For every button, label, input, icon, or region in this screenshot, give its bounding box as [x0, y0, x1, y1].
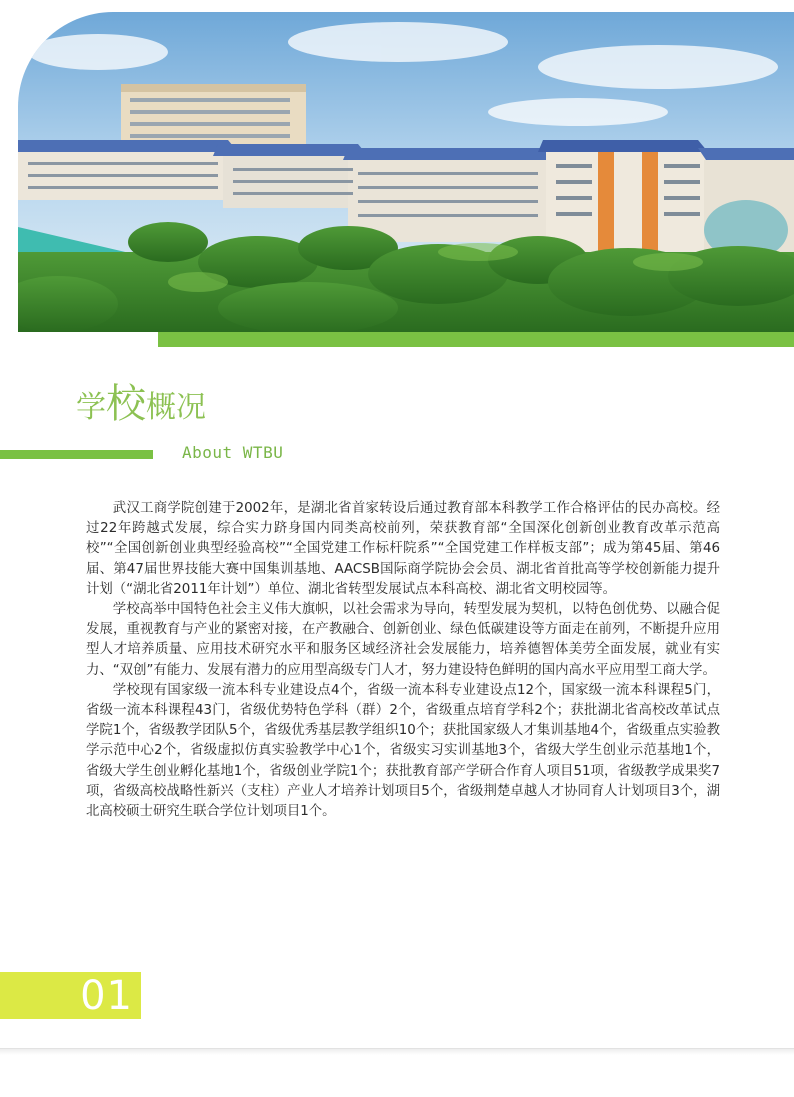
campus-illustration [18, 12, 794, 332]
paragraph-2: 学校高举中国特色社会主义伟大旗帜，以社会需求为导向，转型发展为契机，以特色创优势、以融合促发展，重视教育与产业的紧密对接，在产教融合、创新创业、绿色低碳建设等方面走在前列，不断提升应用型人才培养质量、应用技术研究水平和服务区域经济社会发展能力，培养德智体美劳全面发展，就业有实力、“双创”有能力、发展有潜力的应用型高级专门人才，努力建设特色鲜明的国内高水平应用型工商大学。 [86, 602, 720, 678]
page-number: 01 [80, 973, 133, 1019]
page-number-box [0, 972, 141, 1019]
campus-photo [18, 12, 794, 332]
paragraph-3: 学校现有国家级一流本科专业建设点4个，省级一流本科专业建设点12个，国家级一流本科课程5门，省级一流本科课程43门，省级优势特色学科（群）2个，省级重点培育学科2个；获批湖北省高校改革试点学院1个，省级教学团队5个，省级优秀基层教学组织10个；获批国家级人才集训基地4个，省级重点实验教学示范中心2个，省级虚拟仿真实验教学中心1个，省级实习实训基地3个，省级大学生创业示范基地1个，省级大学生创业孵化基地1个，省级创业学院1个；获批教育部产学研合作育人项目51项，省级教学成果奖7项，省级高校战略性新兴（支柱）产业人才培养计划项目5个，省级荆楚卓越人才协同育人计划项目3个，湖北高校硕士研究生联合学位计划项目1个。 [86, 682, 720, 820]
paragraph-1: 武汉工商学院创建于2002年，是湖北省首家转设后通过教育部本科教学工作合格评估的民办高校。经过22年跨越式发展，综合实力跻身国内同类高校前列，荣获教育部“全国深化创新创业教育改革示范高校”“全国创新创业典型经验高校”“全国党建工作标杆院系”“全国党建工作样板支部”；成为第45届、第46届、第47届世界技能大赛中国集训基地、AACSB国际商学院协会会员、湖北省首批高等学校创新能力提升计划（“湖北省2011年计划”）单位、湖北省转型发展试点本科高校、湖北省文明校园等。 [86, 501, 720, 597]
subtitle-accent-bar [0, 450, 153, 459]
section-subtitle: About WTBU [182, 443, 284, 462]
title-emphasis-char: 校 [106, 381, 146, 427]
title-part-1: 学校 [76, 381, 146, 427]
intro-text [86, 499, 720, 822]
title-part-2: 概况 [146, 390, 206, 425]
section-title [76, 381, 206, 427]
footer-shadow [0, 1049, 794, 1055]
main-building [538, 140, 794, 262]
hero-accent-bar [158, 332, 794, 347]
